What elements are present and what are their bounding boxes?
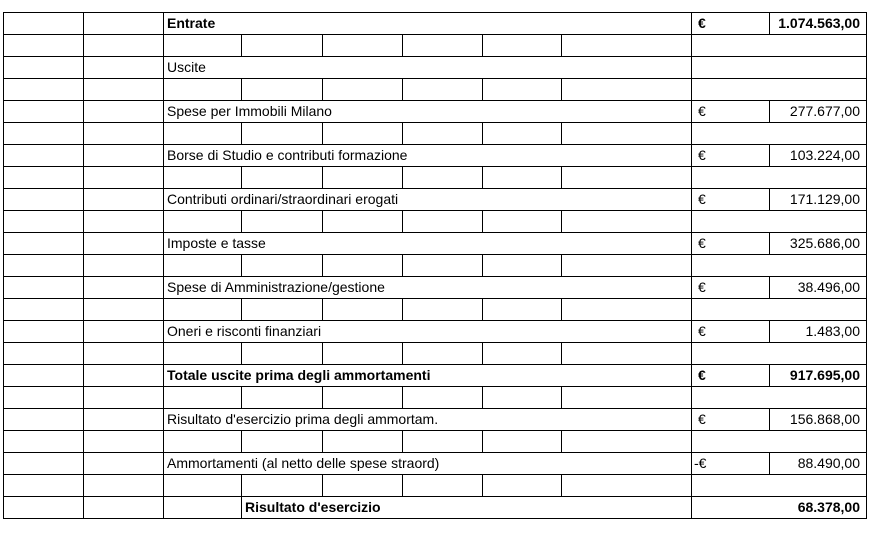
financial-summary-table bbox=[3, 12, 867, 519]
cell[interactable] bbox=[242, 35, 323, 57]
cell[interactable] bbox=[323, 431, 403, 453]
cell[interactable] bbox=[4, 255, 84, 277]
cell[interactable] bbox=[242, 475, 323, 497]
table-row-empty bbox=[4, 475, 867, 497]
row-label[interactable]: Risultato d'esercizio bbox=[242, 497, 692, 519]
table-row-empty bbox=[4, 167, 867, 189]
amount-value[interactable]: 171.129,00 bbox=[770, 189, 867, 211]
row-label[interactable]: Risultato d'esercizio prima degli ammortam. bbox=[164, 409, 692, 431]
currency-symbol[interactable]: € bbox=[692, 145, 770, 167]
cell[interactable] bbox=[4, 123, 84, 145]
table-row-empty bbox=[4, 79, 867, 101]
cell[interactable] bbox=[242, 299, 323, 321]
cell[interactable] bbox=[562, 35, 692, 57]
amount-value[interactable]: 103.224,00 bbox=[770, 145, 867, 167]
cell[interactable] bbox=[242, 387, 323, 409]
table-row-empty bbox=[4, 431, 867, 453]
cell[interactable] bbox=[4, 321, 84, 343]
table-row-expense bbox=[4, 189, 867, 211]
cell[interactable] bbox=[84, 101, 164, 123]
cell[interactable] bbox=[84, 497, 164, 519]
table-row-empty bbox=[4, 255, 867, 277]
row-label[interactable]: Imposte e tasse bbox=[164, 233, 692, 255]
cell[interactable] bbox=[4, 57, 84, 79]
cell[interactable] bbox=[242, 211, 323, 233]
cell[interactable] bbox=[692, 299, 867, 321]
cell[interactable] bbox=[692, 343, 867, 365]
cell[interactable] bbox=[483, 79, 562, 101]
currency-symbol[interactable]: € bbox=[692, 409, 770, 431]
cell[interactable] bbox=[84, 387, 164, 409]
table-row-entrate bbox=[4, 13, 867, 35]
cell[interactable] bbox=[483, 123, 562, 145]
cell[interactable] bbox=[4, 475, 84, 497]
cell[interactable] bbox=[4, 497, 84, 519]
cell[interactable] bbox=[562, 343, 692, 365]
table-row-empty bbox=[4, 299, 867, 321]
cell[interactable] bbox=[692, 211, 867, 233]
table-row-amortization bbox=[4, 453, 867, 475]
cell[interactable] bbox=[403, 475, 483, 497]
cell[interactable] bbox=[4, 343, 84, 365]
cell[interactable] bbox=[562, 299, 692, 321]
cell[interactable] bbox=[403, 343, 483, 365]
currency-symbol[interactable]: € bbox=[692, 277, 770, 299]
cell[interactable] bbox=[84, 233, 164, 255]
cell[interactable] bbox=[562, 167, 692, 189]
cell[interactable] bbox=[84, 13, 164, 35]
cell[interactable] bbox=[692, 123, 867, 145]
cell[interactable] bbox=[4, 189, 84, 211]
currency-symbol[interactable]: € bbox=[692, 13, 770, 35]
cell[interactable] bbox=[242, 343, 323, 365]
cell[interactable] bbox=[692, 35, 867, 57]
cell[interactable] bbox=[164, 35, 242, 57]
cell[interactable] bbox=[4, 233, 84, 255]
cell[interactable] bbox=[323, 387, 403, 409]
cell[interactable] bbox=[242, 167, 323, 189]
cell[interactable] bbox=[483, 35, 562, 57]
cell[interactable] bbox=[562, 255, 692, 277]
cell[interactable] bbox=[403, 387, 483, 409]
table-row-expense bbox=[4, 101, 867, 123]
cell[interactable] bbox=[562, 79, 692, 101]
cell[interactable] bbox=[164, 387, 242, 409]
cell[interactable] bbox=[692, 387, 867, 409]
cell[interactable] bbox=[483, 387, 562, 409]
cell[interactable] bbox=[242, 123, 323, 145]
currency-symbol[interactable]: € bbox=[692, 233, 770, 255]
cell[interactable] bbox=[4, 409, 84, 431]
row-label[interactable]: Contributi ordinari/straordinari erogati bbox=[164, 189, 692, 211]
amount-value[interactable]: 1.074.563,00 bbox=[770, 13, 867, 35]
cell[interactable] bbox=[84, 277, 164, 299]
cell[interactable] bbox=[562, 475, 692, 497]
table-row-expense bbox=[4, 145, 867, 167]
table-row-expense bbox=[4, 321, 867, 343]
cell[interactable] bbox=[242, 431, 323, 453]
cell[interactable] bbox=[84, 167, 164, 189]
cell[interactable] bbox=[164, 299, 242, 321]
cell[interactable] bbox=[84, 475, 164, 497]
cell[interactable] bbox=[483, 299, 562, 321]
cell[interactable] bbox=[483, 475, 562, 497]
table-row-empty bbox=[4, 343, 867, 365]
cell[interactable] bbox=[692, 255, 867, 277]
cell[interactable] bbox=[242, 79, 323, 101]
amount-value[interactable]: 68.378,00 bbox=[692, 497, 867, 519]
cell[interactable] bbox=[323, 255, 403, 277]
cell[interactable] bbox=[4, 167, 84, 189]
cell[interactable] bbox=[562, 387, 692, 409]
cell[interactable] bbox=[323, 211, 403, 233]
cell[interactable] bbox=[164, 475, 242, 497]
cell[interactable] bbox=[403, 167, 483, 189]
table-row-empty bbox=[4, 35, 867, 57]
cell[interactable] bbox=[403, 211, 483, 233]
cell[interactable] bbox=[164, 167, 242, 189]
cell[interactable] bbox=[403, 255, 483, 277]
cell[interactable] bbox=[403, 35, 483, 57]
cell[interactable] bbox=[692, 475, 867, 497]
cell[interactable] bbox=[562, 123, 692, 145]
cell[interactable] bbox=[164, 497, 242, 519]
amount-value[interactable]: 277.677,00 bbox=[770, 101, 867, 123]
cell[interactable] bbox=[84, 123, 164, 145]
cell[interactable] bbox=[84, 453, 164, 475]
amount-value[interactable]: 917.695,00 bbox=[770, 365, 867, 387]
cell[interactable] bbox=[164, 79, 242, 101]
cell[interactable] bbox=[84, 365, 164, 387]
cell[interactable] bbox=[692, 79, 867, 101]
cell[interactable] bbox=[403, 299, 483, 321]
cell[interactable] bbox=[84, 79, 164, 101]
cell[interactable] bbox=[4, 145, 84, 167]
cell[interactable] bbox=[4, 277, 84, 299]
table-row-total-expenses bbox=[4, 365, 867, 387]
cell[interactable] bbox=[4, 299, 84, 321]
cell[interactable] bbox=[4, 79, 84, 101]
cell[interactable] bbox=[323, 299, 403, 321]
row-label[interactable]: Oneri e risconti finanziari bbox=[164, 321, 692, 343]
cell[interactable] bbox=[483, 431, 562, 453]
cell[interactable] bbox=[403, 79, 483, 101]
cell[interactable] bbox=[164, 431, 242, 453]
cell[interactable] bbox=[4, 365, 84, 387]
table-row-uscite bbox=[4, 57, 867, 79]
amount-value[interactable]: 325.686,00 bbox=[770, 233, 867, 255]
cell[interactable] bbox=[164, 123, 242, 145]
cell[interactable] bbox=[4, 211, 84, 233]
cell[interactable] bbox=[84, 57, 164, 79]
amount-value[interactable]: 88.490,00 bbox=[770, 453, 867, 475]
cell[interactable] bbox=[84, 145, 164, 167]
cell[interactable] bbox=[84, 431, 164, 453]
table-row-empty bbox=[4, 387, 867, 409]
cell[interactable] bbox=[403, 123, 483, 145]
cell[interactable] bbox=[483, 211, 562, 233]
cell[interactable] bbox=[4, 13, 84, 35]
cell[interactable] bbox=[323, 123, 403, 145]
cell[interactable] bbox=[323, 475, 403, 497]
cell[interactable] bbox=[84, 409, 164, 431]
row-label[interactable]: Ammortamenti (al netto delle spese straord) bbox=[164, 453, 692, 475]
cell[interactable] bbox=[84, 321, 164, 343]
cell[interactable] bbox=[323, 167, 403, 189]
currency-symbol[interactable]: € bbox=[692, 365, 770, 387]
cell[interactable] bbox=[692, 57, 867, 79]
table-row-expense bbox=[4, 233, 867, 255]
cell[interactable] bbox=[4, 35, 84, 57]
cell[interactable] bbox=[692, 167, 867, 189]
row-label[interactable]: Spese per Immobili Milano bbox=[164, 101, 692, 123]
cell[interactable] bbox=[164, 255, 242, 277]
table-row-expense bbox=[4, 277, 867, 299]
cell[interactable] bbox=[242, 255, 323, 277]
cell[interactable] bbox=[84, 343, 164, 365]
cell[interactable] bbox=[323, 35, 403, 57]
amount-value[interactable]: 156.868,00 bbox=[770, 409, 867, 431]
cell[interactable] bbox=[403, 431, 483, 453]
table-row-empty bbox=[4, 211, 867, 233]
row-label[interactable]: Spese di Amministrazione/gestione bbox=[164, 277, 692, 299]
cell[interactable] bbox=[164, 343, 242, 365]
table-row-result-before-amortization bbox=[4, 409, 867, 431]
cell[interactable] bbox=[84, 189, 164, 211]
cell[interactable] bbox=[323, 79, 403, 101]
cell[interactable] bbox=[323, 343, 403, 365]
row-label[interactable]: Totale uscite prima degli ammortamenti bbox=[164, 365, 692, 387]
table-row-net-result bbox=[4, 497, 867, 519]
row-label[interactable]: Borse di Studio e contributi formazione bbox=[164, 145, 692, 167]
cell[interactable] bbox=[84, 211, 164, 233]
currency-symbol[interactable]: € bbox=[692, 321, 770, 343]
cell[interactable] bbox=[84, 299, 164, 321]
cell[interactable] bbox=[4, 453, 84, 475]
cell[interactable] bbox=[483, 255, 562, 277]
cell[interactable] bbox=[692, 431, 867, 453]
amount-value[interactable]: 1.483,00 bbox=[770, 321, 867, 343]
currency-symbol[interactable]: € bbox=[692, 101, 770, 123]
row-label[interactable]: Entrate bbox=[164, 13, 692, 35]
currency-symbol[interactable]: € bbox=[692, 189, 770, 211]
cell[interactable] bbox=[4, 387, 84, 409]
cell[interactable] bbox=[562, 431, 692, 453]
table-row-empty bbox=[4, 123, 867, 145]
currency-symbol[interactable]: -€ bbox=[692, 453, 770, 475]
cell[interactable] bbox=[4, 431, 84, 453]
cell[interactable] bbox=[483, 343, 562, 365]
row-label[interactable]: Uscite bbox=[164, 57, 692, 79]
cell[interactable] bbox=[562, 211, 692, 233]
cell[interactable] bbox=[483, 167, 562, 189]
amount-value[interactable]: 38.496,00 bbox=[770, 277, 867, 299]
cell[interactable] bbox=[4, 101, 84, 123]
cell[interactable] bbox=[84, 35, 164, 57]
cell[interactable] bbox=[84, 255, 164, 277]
cell[interactable] bbox=[164, 211, 242, 233]
